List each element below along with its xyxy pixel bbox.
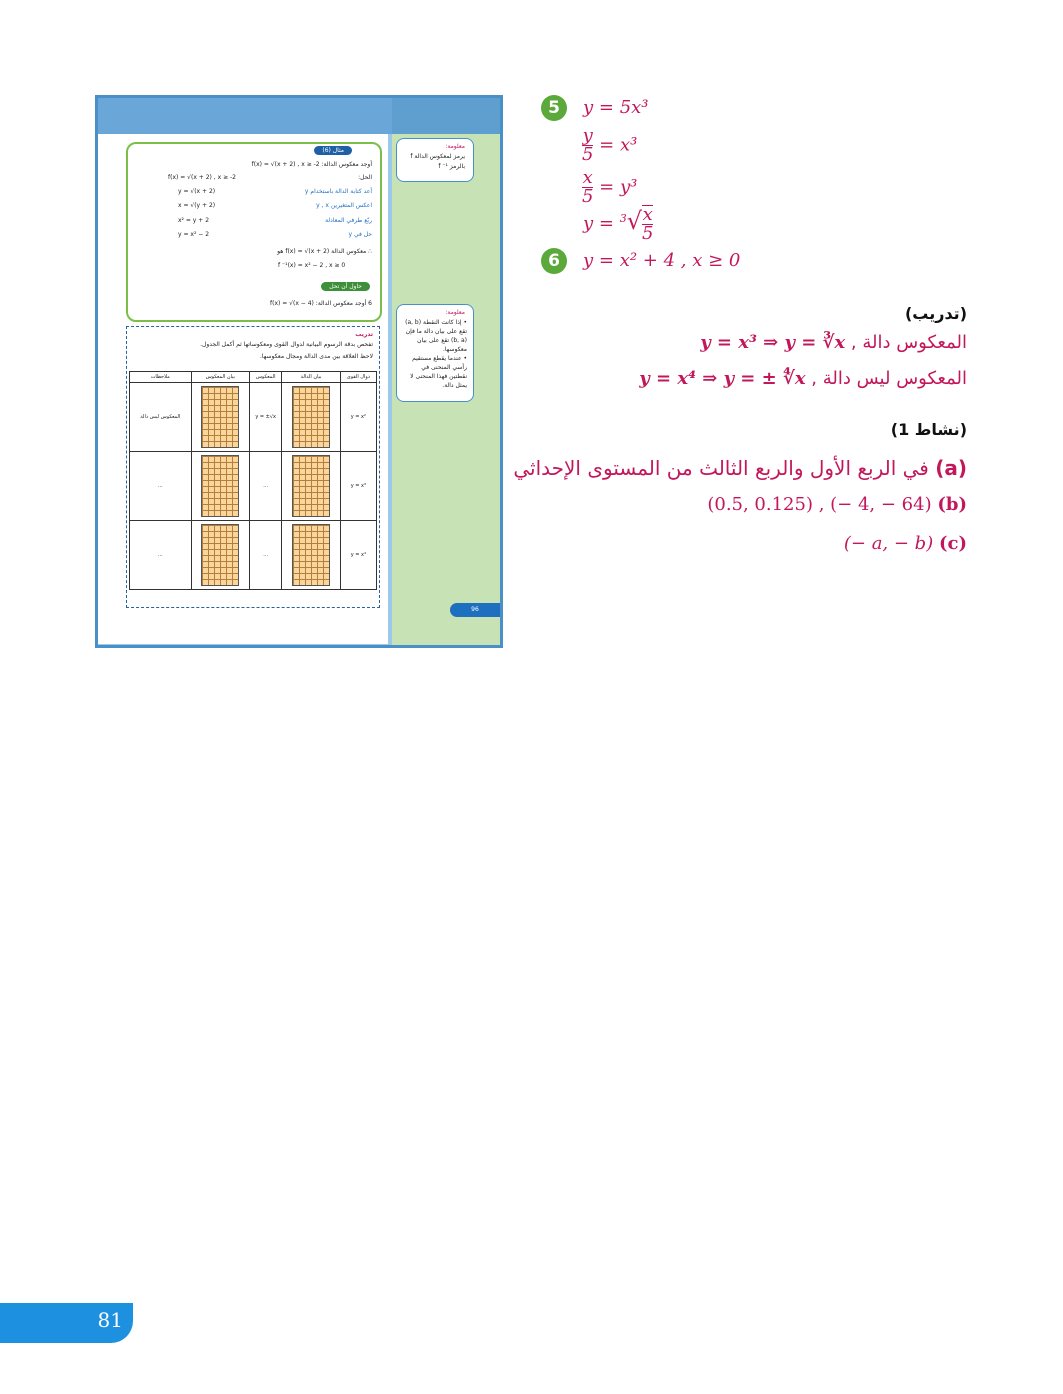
table-cell-func: y = x² [340, 383, 376, 452]
q5-line-1: y = 5x³ [583, 97, 649, 118]
table-cell-inverse: ... [249, 521, 281, 590]
page-number: 81 [0, 1303, 133, 1343]
training-line-1-text: المعكوس دالة , [850, 332, 967, 353]
example-box [126, 142, 382, 322]
activity-c [844, 533, 967, 554]
activity-c-text: (− a, − b) [843, 533, 934, 554]
info-note-2-line: نقطتين فهذا المنحنى لا [410, 373, 467, 380]
q5-line-4-root-index: 3 [619, 212, 627, 225]
q5-line-2-denominator: 5 [582, 144, 594, 165]
training-box [126, 326, 380, 608]
info-note-2-line: يمثل دالة. [442, 382, 467, 389]
training-line-2-math: y = x⁴ ⇒ y = ± ∜x [639, 368, 806, 389]
inverse-graph [201, 386, 239, 448]
activity-b [707, 494, 967, 515]
q5-line-2-rhs: = x³ [593, 134, 638, 156]
info-note-2-line: تقع على بيان دالة ما فإن [405, 328, 467, 335]
training-line-1 [700, 332, 967, 353]
info-note-2-line: • إذا كانت النقطة (a, b) [405, 319, 467, 326]
info-note-2-line: رأسي المنحنى في [421, 364, 467, 371]
table-cell-graph [191, 452, 249, 521]
function-graph [292, 524, 330, 586]
question-5-badge: 5 [541, 95, 567, 121]
q5-line-4 [583, 205, 653, 243]
q5-line-2-numerator: y [582, 125, 593, 146]
activity-c-label: (c) [938, 533, 967, 554]
activity-b-text: (0.5, 0.125) , (− 4, − 64) [707, 494, 932, 515]
info-note-1-line-1: يرمز لمعكوس الدالة f [410, 153, 465, 160]
radical-sign-icon: √ [626, 207, 642, 235]
conclusion-1: ∴ معكوس الدالة f(x) = √(x + 2) هو [277, 248, 372, 255]
solution-line-5: y = x² − 2 [178, 231, 210, 238]
thumbnail-page-number: 96 [450, 603, 500, 617]
activity-b-label: (b) [937, 494, 967, 515]
info-note-2-line: معكوسها. [442, 346, 467, 353]
function-graph [292, 386, 330, 448]
training-heading: (تدريب) [904, 304, 967, 323]
table-cell-inverse: y = ±√x [249, 383, 281, 452]
info-note-2 [396, 304, 474, 402]
q5-line-4-denominator: 5 [642, 223, 654, 244]
example-tag: مثال (6) [314, 146, 352, 155]
table-row [130, 521, 377, 590]
check-tag: حاول أن تحل [321, 282, 370, 291]
table-cell-note: ... [130, 521, 192, 590]
check-task: 6 أوجد معكوس الدالة: f(x) = √(x − 4) [269, 300, 372, 307]
table-header: دوال القوى [340, 372, 376, 383]
question-6-badge: 6 [541, 248, 567, 274]
training-title: تدريب [355, 331, 373, 338]
solution-line-3: x = √(y + 2) [178, 202, 216, 209]
info-note-1-line-2: بالرمز f ⁻¹ [438, 163, 465, 170]
function-graph [292, 455, 330, 517]
q5-line-3-denominator: 5 [582, 186, 594, 207]
textbook-page-thumbnail [95, 95, 503, 648]
table-cell-inverse: ... [249, 452, 281, 521]
example-prompt: أوجد معكوس الدالة: f(x) = √(x + 2) , x ≥ -2 [251, 161, 372, 168]
solution-line-2: y = √(x + 2) [178, 188, 216, 195]
activity-a [513, 456, 967, 480]
table-header: المعكوس [249, 372, 281, 383]
table-cell-note: ... [130, 452, 192, 521]
table-header-row [130, 372, 377, 383]
table-cell-graph [282, 383, 340, 452]
q6-line-1: y = x² + 4 , x ≥ 0 [583, 250, 741, 271]
q5-line-3-numerator: x [582, 167, 593, 188]
table-header: بيان الدالة [282, 372, 340, 383]
training-text-2: لاحظ العلاقة بين مدى الدالة ومجال معكوسها. [259, 353, 373, 360]
step-2: اعكس المتغيرين y , x [316, 202, 372, 209]
table-cell-func: y = x³ [340, 452, 376, 521]
step-4: حل في y [348, 231, 372, 238]
info-note-2-line: • عندما يقطع مستقيم [412, 355, 467, 362]
info-note-1 [396, 138, 474, 182]
table-cell-graph [191, 383, 249, 452]
powers-table [129, 371, 377, 590]
training-text-1: تفحص بدقة الرسوم البيانية لدوال القوى ومعكوساتها ثم أكمل الجدول. [200, 341, 373, 348]
activity-heading: (نشاط 1) [890, 420, 967, 439]
info-note-1-title: معلومة: [445, 143, 465, 150]
table-row [130, 452, 377, 521]
table-cell-graph [191, 521, 249, 590]
table-header: بيان المعكوس [191, 372, 249, 383]
training-line-2 [639, 368, 967, 389]
conclusion-2: f ⁻¹(x) = x² − 2 , x ≥ 0 [278, 262, 346, 269]
table-cell-graph [282, 521, 340, 590]
q5-line-4-numerator: x [642, 204, 653, 225]
activity-a-label: (a) [935, 456, 967, 480]
q5-line-3 [582, 169, 637, 206]
activity-a-text: في الربع الأول والربع الثالث من المستوى الإحداثي [513, 456, 929, 480]
table-header: ملاحظات [130, 372, 192, 383]
table-cell-note: المعكوس ليس دالة [130, 383, 192, 452]
solution-label: الحل: [358, 174, 372, 181]
q5-line-3-rhs: = y³ [593, 176, 638, 198]
step-3: ربّع طرفي المعادلة [325, 217, 372, 224]
step-1: أعد كتابة الدالة باستخدام y [304, 188, 372, 195]
inverse-graph [201, 455, 239, 517]
thumbnail-sidebar-header [392, 98, 500, 134]
info-note-2-title: معلومة: [445, 309, 465, 316]
info-note-2-line: (b, a) تقع على بيان [417, 337, 467, 344]
q5-line-2 [582, 127, 637, 164]
inverse-graph [201, 524, 239, 586]
training-line-2-text: المعكوس ليس دالة , [811, 368, 967, 389]
table-cell-func: y = x⁴ [340, 521, 376, 590]
training-line-1-math: y = x³ ⇒ y = ∛x [700, 332, 846, 353]
q5-line-4-lhs: y = [583, 213, 620, 234]
table-cell-graph [282, 452, 340, 521]
table-row [130, 383, 377, 452]
solution-line-4: x² = y + 2 [178, 217, 210, 224]
solution-line-1: f(x) = √(x + 2) , x ≥ -2 [168, 174, 236, 181]
